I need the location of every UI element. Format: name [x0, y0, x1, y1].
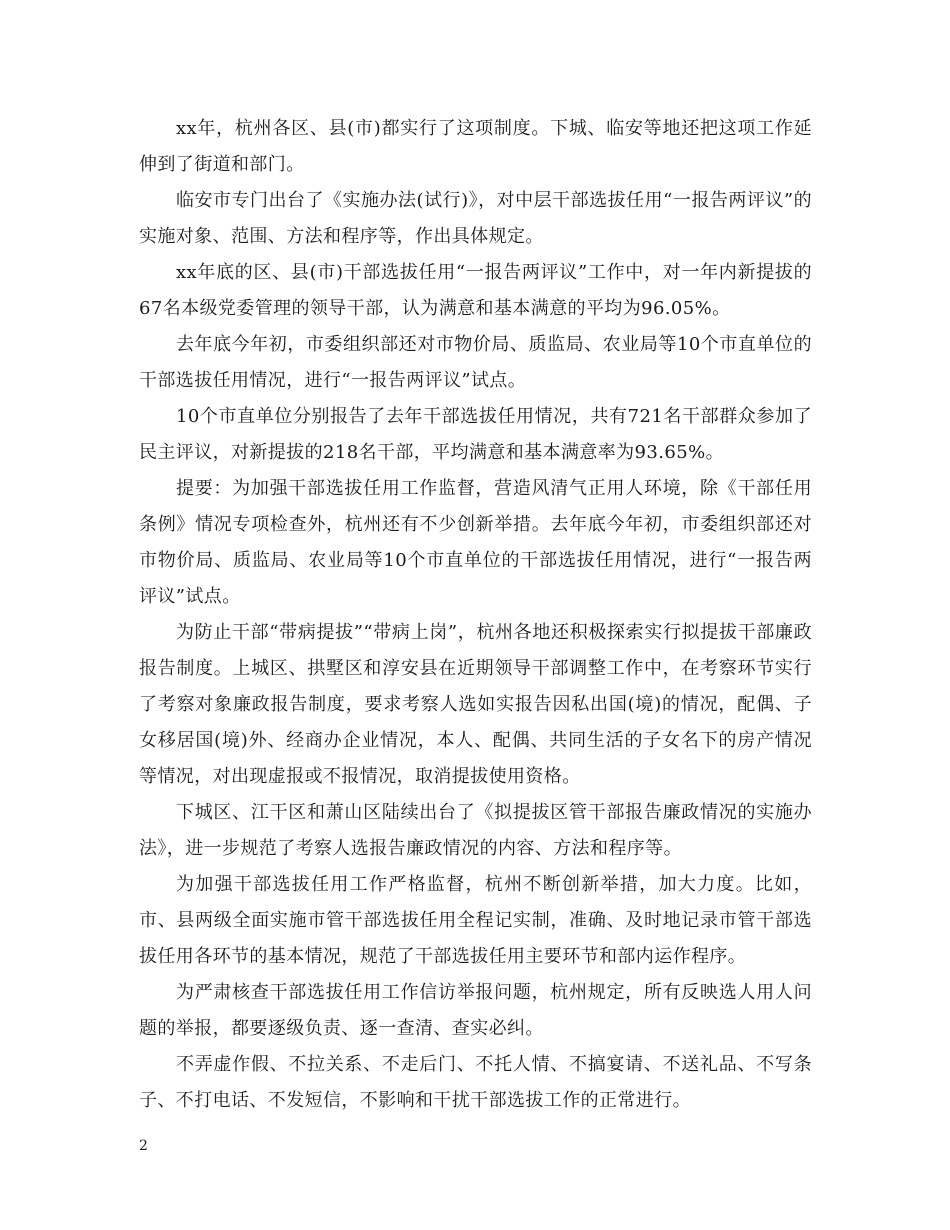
- page-number: 2: [139, 1138, 148, 1154]
- paragraph-9: 为加强干部选拔任用工作严格监督，杭州不断创新举措，加大力度。比如，市、县两级全面实施市管干部选拔任用全程记实制，准确、及时地记录市管干部选拔任用各环节的基本情况，规范了干部选拔任用主要环节和部内运作程序。: [139, 874, 812, 967]
- paragraph-4: 去年底今年初，市委组织部还对市物价局、质监局、农业局等10个市直单位的干部选拔任用情况，进行“一报告两评议”试点。: [139, 334, 812, 391]
- paragraph-10: 为严肃核查干部选拔任用工作信访举报问题，杭州规定，所有反映选人用人问题的举报，都要逐级负责、逐一查清、查实必纠。: [139, 982, 812, 1039]
- paragraph-11: 不弄虚作假、不拉关系、不走后门、不托人情、不搞宴请、不送礼品、不写条子、不打电话、不发短信，不影响和干扰干部选拔工作的正常进行。: [139, 1054, 812, 1111]
- paragraph-6: 提要：为加强干部选拔任用工作监督，营造风清气正用人环境，除《干部任用条例》情况专项检查外，杭州还有不少创新举措。去年底今年初，市委组织部还对市物价局、质监局、农业局等10个市直单位的干部选拔任用情况，进行“一报告两评议”试点。: [139, 478, 812, 607]
- paragraph-8: 下城区、江干区和萧山区陆续出台了《拟提拔区管干部报告廉政情况的实施办法》，进一步规范了考察人选报告廉政情况的内容、方法和程序等。: [139, 802, 812, 859]
- paragraph-7: 为防止干部“带病提拔”“带病上岗”，杭州各地还积极探索实行拟提拔干部廉政报告制度。上城区、拱墅区和淳安县在近期领导干部调整工作中，在考察环节实行了考察对象廉政报告制度，要求考察人选如实报告因私出国(境)的情况，配偶、子女移居国(境)外、经商办企业情况，本人、配偶、共同生活的子女名下的房产情况等情况，对出现虚报或不报情况，取消提拔使用资格。: [139, 622, 812, 787]
- paragraph-1: xx年，杭州各区、县(市)都实行了这项制度。下城、临安等地还把这项工作延伸到了街道和部门。: [139, 118, 812, 175]
- document-body: [139, 111, 812, 1119]
- paragraph-2: 临安市专门出台了《实施办法(试行)》，对中层干部选拔任用“一报告两评议”的实施对象、范围、方法和程序等，作出具体规定。: [139, 190, 812, 247]
- paragraph-3: xx年底的区、县(市)干部选拔任用“一报告两评议”工作中，对一年内新提拔的67名本级党委管理的领导干部，认为满意和基本满意的平均为96.05%。: [139, 262, 812, 319]
- paragraph-5: 10个市直单位分别报告了去年干部选拔任用情况，共有721名干部群众参加了民主评议，对新提拔的218名干部，平均满意和基本满意率为93.65%。: [139, 406, 812, 463]
